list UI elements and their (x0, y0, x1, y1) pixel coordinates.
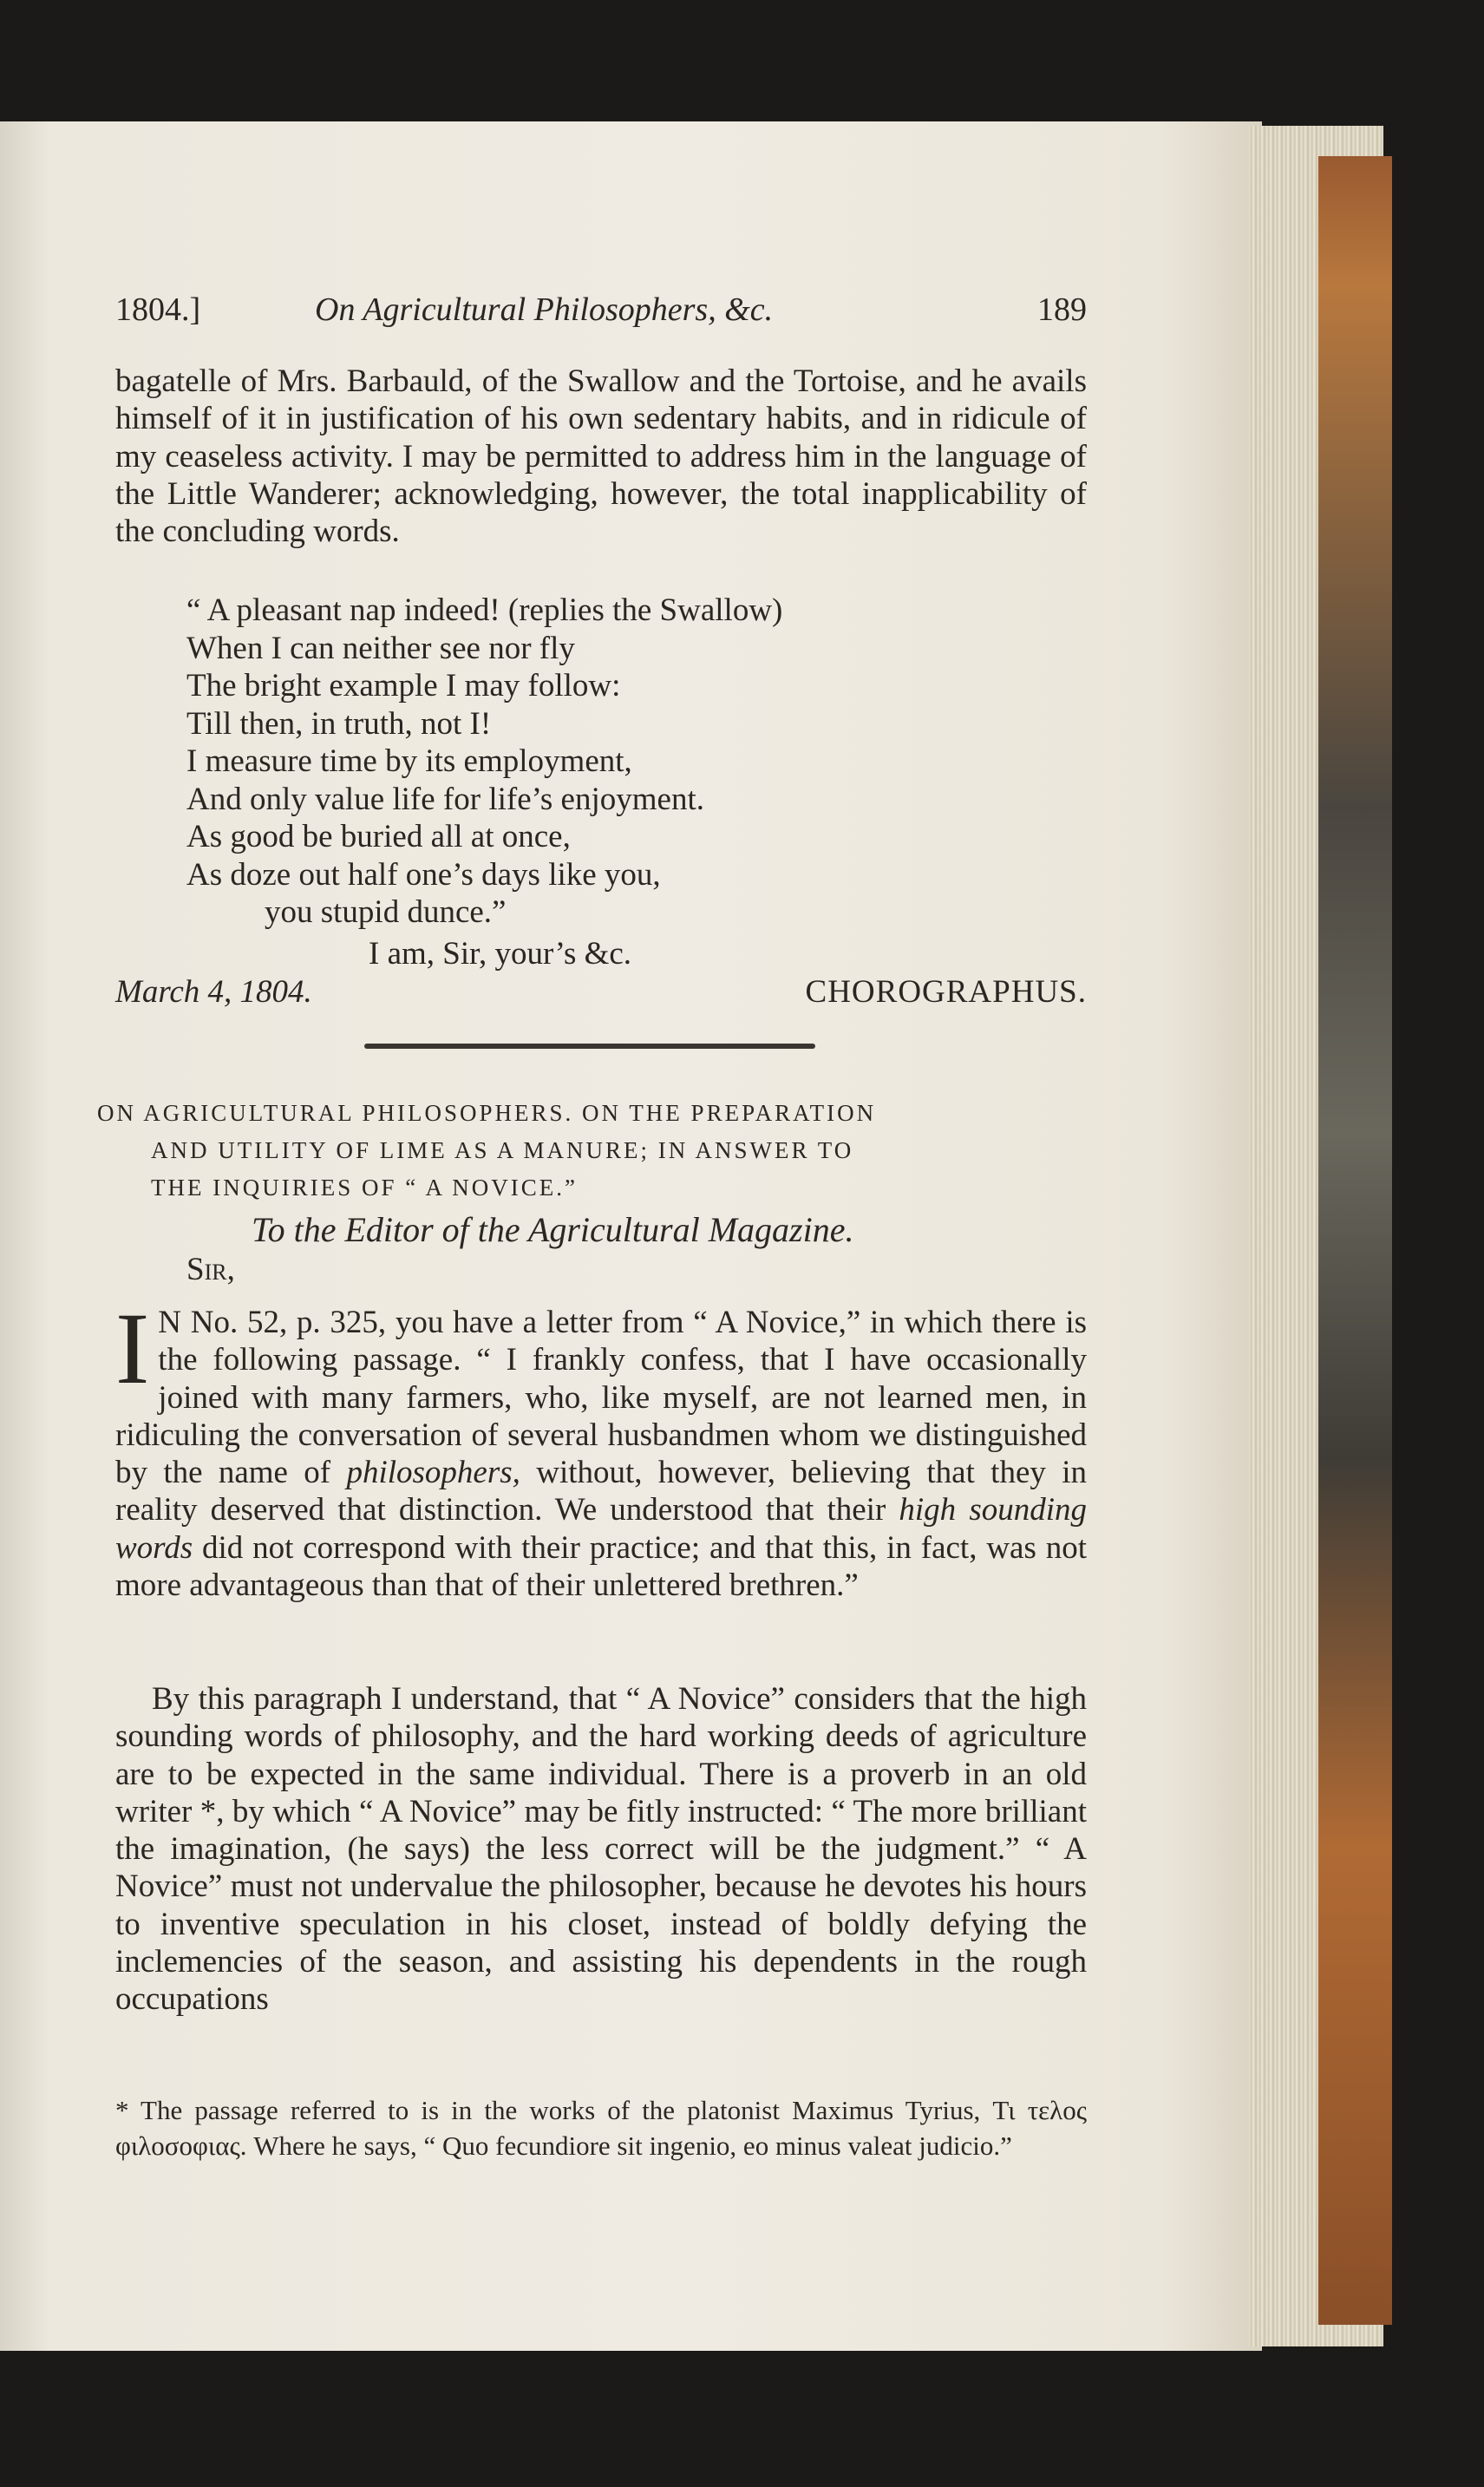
book-cover-edge (1318, 156, 1392, 2325)
closing: I am, Sir, your’s &c. (369, 936, 632, 972)
heading-line: ON AGRICULTURAL PHILOSOPHERS. ON THE PREPARATION (97, 1100, 877, 1126)
intro-paragraph: bagatelle of Mrs. Barbauld, of the Swallow and the Tortoise, and he avails himself of it in justification of his own sedentary habits, and in ridicule of my ceaseless activity. I may be permitted to address him in the language of the Little Wanderer; acknowledging, however, the total inapplicability of the concluding words. (115, 363, 1087, 550)
section-rule (364, 1044, 815, 1049)
running-header (115, 291, 1087, 334)
paragraph-text: without, however, believing that they in reality deserved that distinction. We understood that their (115, 1455, 1087, 1528)
poem-line: As good be buried all at once, (186, 819, 571, 854)
poem-line: “ A pleasant nap indeed! (replies the Swallow) (186, 592, 783, 628)
poem-line: And only value life for life’s enjoyment. (186, 781, 704, 817)
signature-block (115, 973, 1087, 1017)
emphasis-philosophers: philosophers, (346, 1455, 520, 1491)
poem-line: Till then, in truth, not I! (186, 705, 492, 742)
poem-line: When I can neither see nor fly (186, 630, 575, 666)
heading-line: THE INQUIRIES OF “ A NOVICE.” (151, 1175, 578, 1201)
paragraph-text: did not correspond with their practice; and that this, in fact, was not more advantageous than that of their unlettered brethren.” (115, 1529, 1087, 1604)
paragraph-2: By this paragraph I understand, that “ A Novice” considers that the high sounding words of philosophy, and the hard working deeds of agriculture are to be expected in the same individual. There is a proverb in an old writer *, by which “ A Novice” may be fitly instructed: “ The more brilliant the imagination, (he says) the less correct will be the judgment.” “ A Novice” must not undervalue the philosopher, because he devotes his hours to inventive speculation in his closet, instead of boldly defying the inclemencies of the season, and assisting his dependents in the rough occupations (115, 1681, 1087, 2018)
poem-line: I measure time by its employment, (186, 743, 632, 779)
editor-line: To the Editor of the Agricultural Magazine. (252, 1210, 854, 1249)
drop-cap: I (115, 1292, 150, 1405)
paragraph-text: N No. 52, p. 325, you have a letter from “ A Novice,” in which there is the following passage. “ I frankly confess, that I have occasionally joined with many farmers, who, like myself, are not learned men, in ridiculing the conversation of several husbandmen whom we distinguished by the name of (115, 1305, 1087, 1491)
header-title: On Agricultural Philosophers, &c. (315, 291, 774, 328)
salutation: Sir, (186, 1252, 235, 1287)
poem-line: you stupid dunce.” (265, 894, 507, 930)
paragraph-1 (115, 1292, 1087, 1604)
poem-line: The bright example I may follow: (186, 668, 621, 704)
header-year: 1804.] (115, 291, 201, 328)
page-number: 189 (1037, 291, 1087, 328)
article-heading (97, 1095, 1095, 1207)
emphasis-high-sounding-words: high sounding words (115, 1492, 1087, 1566)
heading-line: AND UTILITY OF LIME AS A MANURE; IN ANSWER TO (151, 1137, 854, 1163)
date: March 4, 1804. (115, 974, 312, 1010)
signature: CHOROGRAPHUS. (805, 974, 1087, 1010)
poem (186, 592, 1010, 932)
footnote: * The passage referred to is in the works of the platonist Maximus Tyrius, Τι τελος φιλοσοφιας. Where he says, “ Quo fecundiore sit ingenio, eo minus valeat judicio.” (115, 2095, 1087, 2161)
poem-line: As doze out half one’s days like you, (186, 856, 661, 893)
